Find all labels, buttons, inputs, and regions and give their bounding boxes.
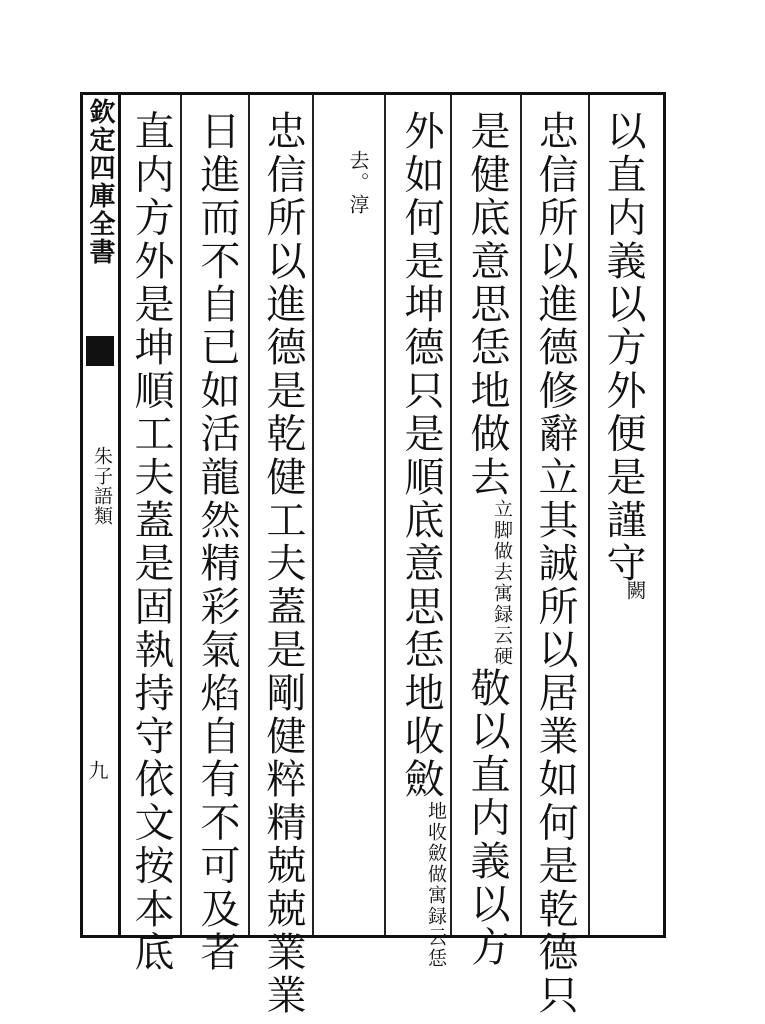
column-rule <box>248 95 250 935</box>
text-column-2: 忠信所以進德修辭立其誠所以居業如何是乾德只 <box>532 110 578 1018</box>
text-column-6: 忠信所以進德是乾健工夫蓋是剛健粹精兢兢業業 <box>260 110 306 1018</box>
book-subtitle: 朱子語類 <box>91 446 113 526</box>
text-column-7: 日進而不自已如活龍然精彩氣焰自有不可及者 <box>194 110 240 974</box>
annotation-right: 寓録云硬 <box>491 582 513 667</box>
column-3-main-a: 是健底意思恁地做去 <box>464 110 510 499</box>
annotation-pair <box>490 499 514 667</box>
text-column-5: 去。淳 <box>346 150 370 216</box>
column-rule <box>384 95 386 935</box>
text-column-8: 直内方外是坤順工夫蓋是固執持守依文按本底 <box>128 110 174 974</box>
column-3-main-b: 敬以直内義以方 <box>464 666 510 970</box>
column-rule <box>450 95 452 935</box>
page-number: 九 <box>85 760 109 780</box>
column-rule <box>520 95 522 935</box>
column-4-main: 外如何是坤德只是順底意思恁地收斂 <box>398 110 444 802</box>
column-rule <box>180 95 182 935</box>
column-rule <box>588 95 590 935</box>
book-title: 欽定四庫全書 <box>85 98 115 266</box>
column-rule <box>312 95 314 935</box>
lacuna-note: 闕 <box>623 580 647 600</box>
text-column-1: 以直内義以方外便是謹守 <box>600 110 646 586</box>
annotation-pair <box>424 801 448 969</box>
annotation-right: 寓録云恁 <box>425 885 447 970</box>
annotation-left: 立脚做去 <box>491 498 513 583</box>
fish-tail-mark <box>86 336 114 366</box>
text-column-4 <box>394 110 448 969</box>
text-column-3 <box>460 110 514 969</box>
annotation-left: 地收斂做 <box>425 801 447 886</box>
